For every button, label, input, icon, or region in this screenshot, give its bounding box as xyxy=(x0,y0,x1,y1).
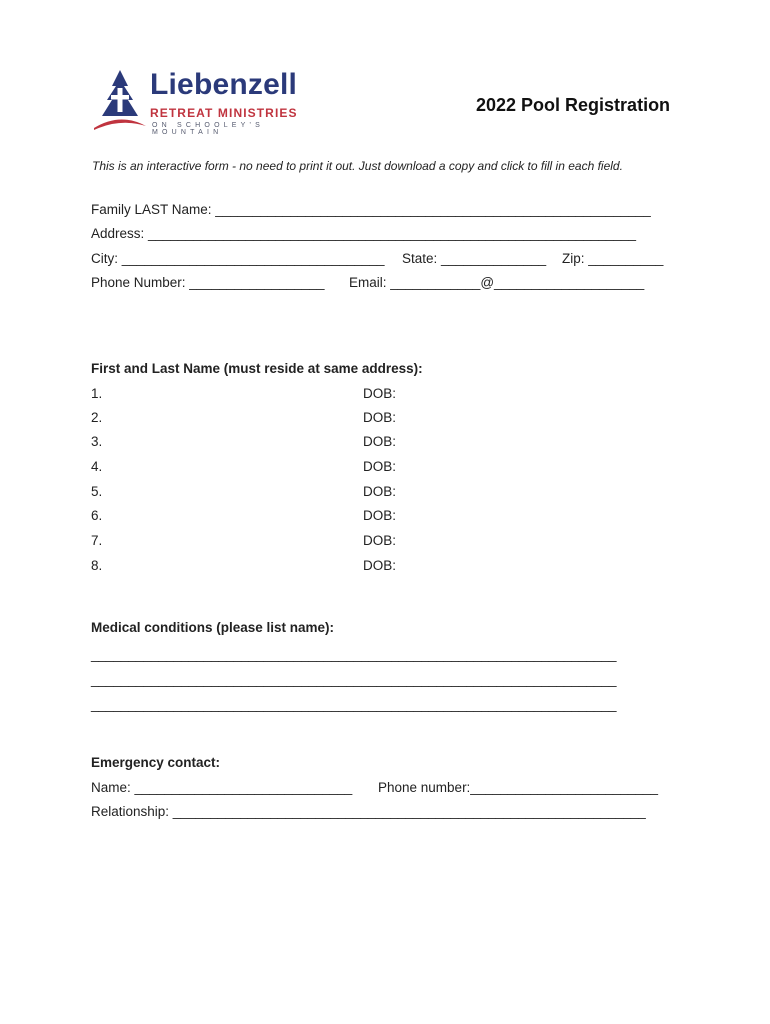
logo xyxy=(92,68,312,134)
tree-cross-icon xyxy=(92,68,148,134)
member-row-number: 7. xyxy=(91,533,103,548)
member-dob-label[interactable]: DOB: xyxy=(363,434,397,449)
members-heading: First and Last Name (must reside at same address): xyxy=(91,361,423,376)
member-row-number: 3. xyxy=(91,434,103,449)
medical-heading: Medical conditions (please list name): xyxy=(91,620,335,635)
brand-subtitle: RETREAT MINISTRIES xyxy=(150,106,298,120)
phone-number-field[interactable]: Phone Number: __________________ xyxy=(91,275,325,290)
family-last-name-field[interactable]: Family LAST Name: __________________________________________________________ xyxy=(91,202,651,217)
emergency-relationship-field[interactable]: Relationship: _______________________________________________________________ xyxy=(91,804,646,819)
email-field[interactable]: Email: ____________@____________________ xyxy=(349,275,645,290)
member-row-number: 4. xyxy=(91,459,103,474)
member-row-number: 1. xyxy=(91,386,103,401)
address-field[interactable]: Address: _________________________________________________________________ xyxy=(91,226,637,241)
state-field[interactable]: State: ______________ xyxy=(402,251,547,266)
member-dob-label[interactable]: DOB: xyxy=(363,386,397,401)
member-dob-label[interactable]: DOB: xyxy=(363,410,397,425)
medical-line[interactable]: ______________________________________________________________________ xyxy=(91,672,617,687)
brand-tagline: ON SCHOOLEY'S MOUNTAIN xyxy=(152,122,264,136)
member-dob-label[interactable]: DOB: xyxy=(363,459,397,474)
brand-name: Liebenzell xyxy=(150,68,298,101)
zip-field[interactable]: Zip: __________ xyxy=(562,251,664,266)
emergency-phone-field[interactable]: Phone number:_________________________ xyxy=(378,780,659,795)
medical-line[interactable]: ______________________________________________________________________ xyxy=(91,697,617,712)
member-row-number: 5. xyxy=(91,484,103,499)
member-dob-label[interactable]: DOB: xyxy=(363,558,397,573)
member-row-number: 8. xyxy=(91,558,103,573)
member-dob-label[interactable]: DOB: xyxy=(363,484,397,499)
medical-line[interactable]: ______________________________________________________________________ xyxy=(91,647,617,662)
member-row-number: 2. xyxy=(91,410,103,425)
member-dob-label[interactable]: DOB: xyxy=(363,533,397,548)
emergency-heading: Emergency contact: xyxy=(91,755,221,770)
intro-text: This is an interactive form - no need to print it out. Just download a copy and click to fill in each field. xyxy=(92,159,623,173)
member-dob-label[interactable]: DOB: xyxy=(363,508,397,523)
member-row-number: 6. xyxy=(91,508,103,523)
emergency-name-field[interactable]: Name: _____________________________ xyxy=(91,780,353,795)
page-title: 2022 Pool Registration xyxy=(476,95,671,115)
city-field[interactable]: City: ___________________________________ xyxy=(91,251,385,266)
